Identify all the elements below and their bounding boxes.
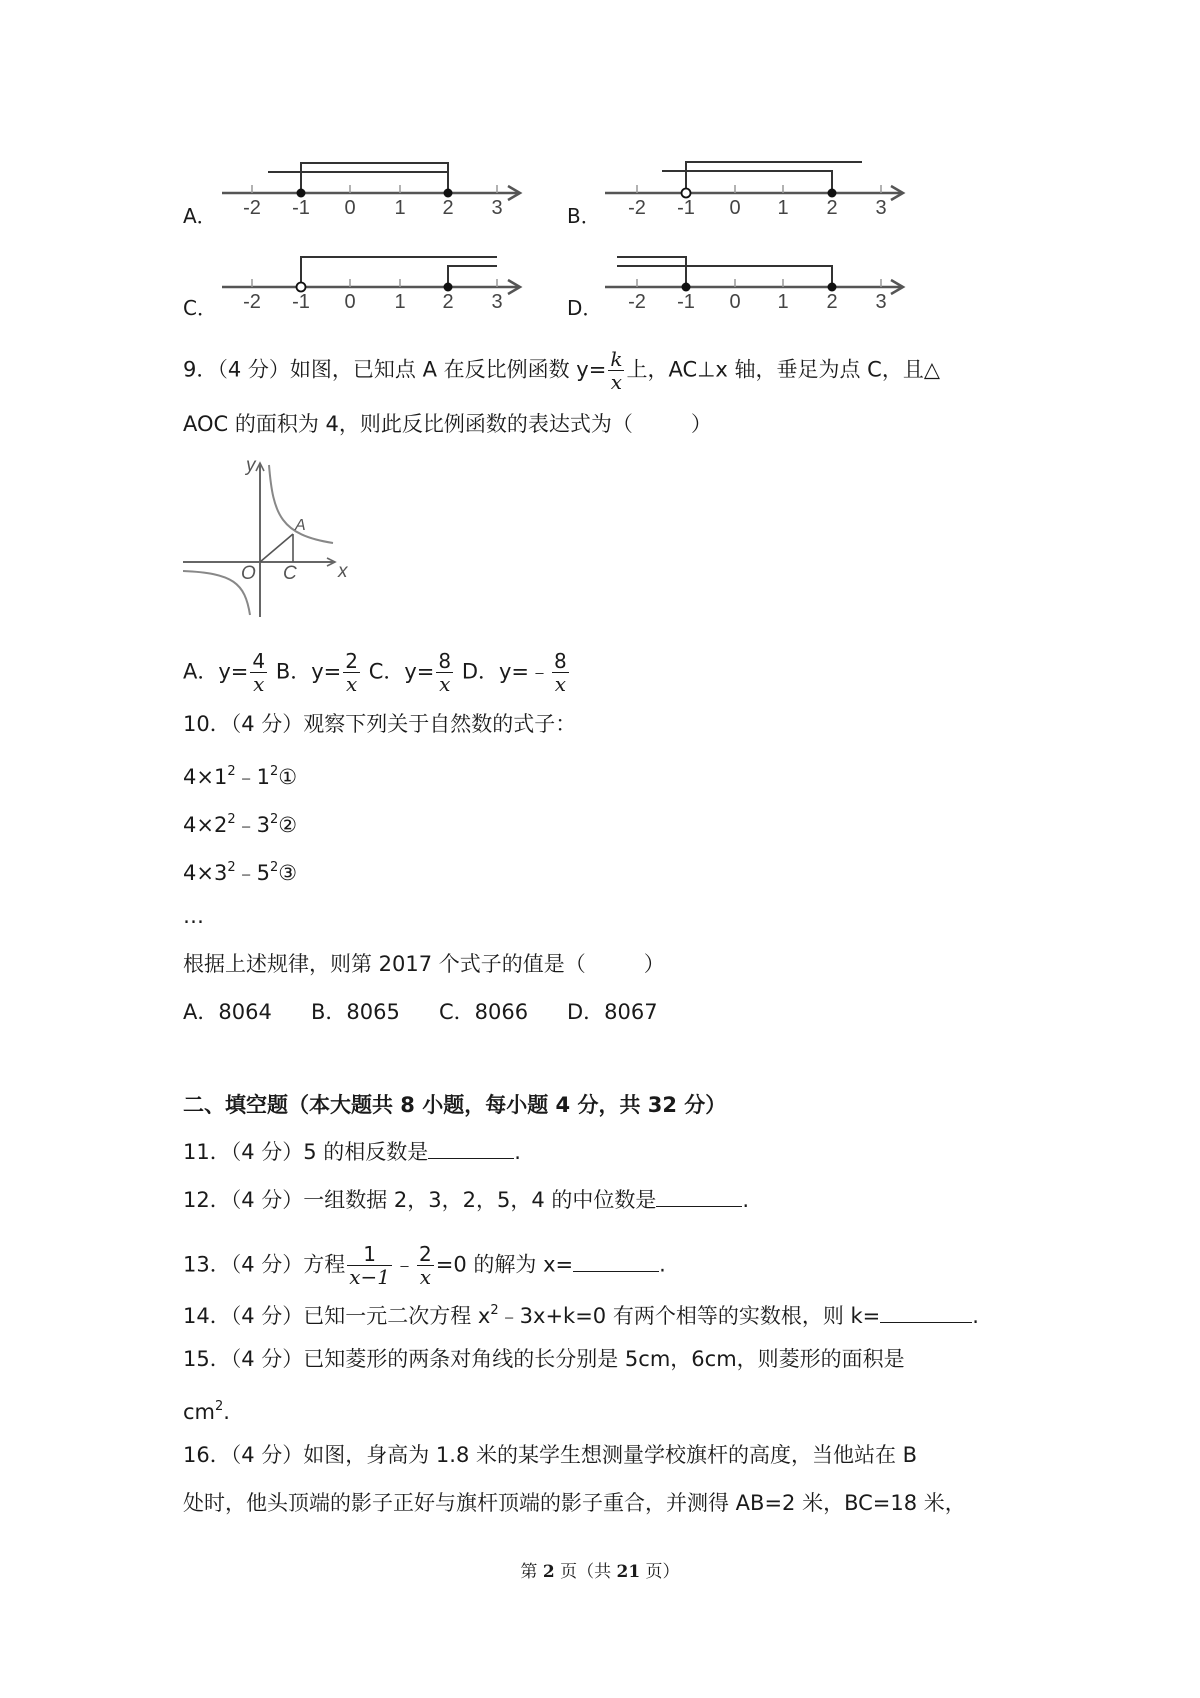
expr-sup: 2 <box>269 860 279 875</box>
q13 <box>183 1243 666 1288</box>
q9-option-b-fraction <box>343 650 360 695</box>
q9-text-b: 上，AC⊥x 轴，垂足为点 C，且△ <box>626 357 940 382</box>
frac-denominator: x <box>436 672 453 695</box>
frac-numerator: 8 <box>554 649 567 673</box>
q10-ellipsis: … <box>183 904 204 928</box>
q12-text: 12．（4 分）一组数据 2，3，2，5，4 的中位数是 <box>183 1188 657 1212</box>
q9-option-c-fraction <box>436 650 453 695</box>
q15-end: . <box>223 1400 230 1424</box>
q10-expr-2 <box>183 806 297 839</box>
q11 <box>183 1138 521 1166</box>
tick-label: -1 <box>677 291 695 313</box>
number-line-c <box>222 257 520 313</box>
tick-label: 0 <box>729 197 741 219</box>
q9-line1 <box>183 348 940 393</box>
solid-dot <box>828 189 837 198</box>
option-c-label: C． <box>183 296 217 320</box>
number-line-options <box>0 150 1200 320</box>
q12 <box>183 1186 749 1214</box>
frac-numerator: k <box>610 347 623 371</box>
q12-end: . <box>742 1188 750 1212</box>
solid-dot <box>682 283 691 292</box>
q14-end: . <box>972 1304 979 1328</box>
q9-fraction <box>608 348 624 393</box>
point-a-label: A <box>295 517 306 534</box>
footer-page-number: 2 <box>542 1562 555 1582</box>
expr-sup: 2 <box>269 764 279 779</box>
expr-sup: 2 <box>227 812 236 827</box>
tick-label: 2 <box>826 291 838 313</box>
footer-text: 页） <box>640 1562 680 1582</box>
frac-numerator: 2 <box>345 649 359 673</box>
tick-label: 0 <box>344 291 356 313</box>
footer-total-pages: 21 <box>616 1562 641 1582</box>
q14-text-a: 14．（4 分）已知一元二次方程 x <box>183 1304 491 1328</box>
q10-question <box>183 950 665 978</box>
answer-blank <box>656 1186 742 1207</box>
frac-denominator: x−1 <box>349 1265 391 1289</box>
solid-dot <box>828 283 837 292</box>
x-axis-label: x <box>338 561 348 582</box>
expr-sup: 2 <box>269 812 279 827</box>
q10-option-c: C．8066 <box>439 1000 529 1024</box>
q9-number: 9．（4 分） <box>183 357 290 382</box>
q16-line1: 16．（4 分）如图，身高为 1.8 米的某学生想测量学校旗杆的高度，当他站在 B <box>183 1443 918 1467</box>
frac-numerator: 1 <box>363 1242 377 1266</box>
origin-label: O <box>241 563 256 584</box>
q10-question-text: 根据上述规律，则第 2017 个式子的值是（ <box>183 952 586 976</box>
tick-label: 1 <box>777 197 789 219</box>
solid-dot <box>297 189 306 198</box>
tick-label: 1 <box>777 291 789 313</box>
expr-part: ﹣5 <box>235 861 270 885</box>
y-axis-label: y <box>246 455 256 476</box>
answer-blank <box>880 1302 972 1323</box>
option-d-label: D． <box>567 296 603 320</box>
tick-label: 1 <box>394 197 406 219</box>
frac-denominator: x <box>250 672 267 695</box>
tick-label: 2 <box>826 197 838 219</box>
q13-minus: ﹣ <box>394 1252 416 1277</box>
q13-rest: =0 的解为 x= <box>435 1252 574 1277</box>
q9-option-c-label: C． <box>368 659 405 684</box>
q11-text: 11．（4 分）5 的相反数是 <box>183 1140 429 1164</box>
q9-option-a-label: A． <box>183 659 219 684</box>
q9-option-a-fraction <box>250 650 267 695</box>
answer-blank <box>428 1138 514 1159</box>
q14 <box>183 1297 979 1330</box>
number-line-a <box>222 163 520 219</box>
q10-option-a: A．8064 <box>183 1000 272 1024</box>
expr-part: ﹣1 <box>235 765 270 789</box>
q9-option-d-label: D． <box>461 659 499 684</box>
answer-blank <box>573 1251 659 1272</box>
q10-option-b: B．8065 <box>311 1000 400 1024</box>
expr-part: 4×2 <box>183 813 228 837</box>
number-line-d <box>605 257 903 313</box>
q9-option-b-label: B． <box>275 659 312 684</box>
page-footer <box>0 1557 1200 1582</box>
option-b-label: B． <box>567 204 601 228</box>
q10-expr-3 <box>183 854 297 887</box>
q10-options <box>183 998 658 1026</box>
tick-label: -2 <box>628 291 646 313</box>
tick-label: 0 <box>344 197 356 219</box>
tick-label: -2 <box>243 291 261 313</box>
tick-label: 0 <box>729 291 741 313</box>
q15-line2 <box>183 1393 230 1426</box>
expr-sup: 2 <box>227 860 236 875</box>
tick-label: -1 <box>292 291 310 313</box>
expr-part: 4×3 <box>183 861 228 885</box>
q13-end: . <box>659 1252 666 1277</box>
expr-index: ① <box>278 765 298 789</box>
tick-label: 3 <box>491 197 503 219</box>
point-c-label: C <box>283 563 297 584</box>
tick-label: 1 <box>394 291 406 313</box>
q9-option-b-prefix: y= <box>311 659 342 684</box>
number-line-b <box>605 162 903 219</box>
q9-graph <box>183 455 353 617</box>
footer-text: 第 <box>520 1562 543 1582</box>
expr-part: 4×1 <box>183 765 228 789</box>
q13-text: 13．（4 分）方程 <box>183 1252 346 1277</box>
q9-option-a-prefix: y= <box>218 659 249 684</box>
q9-line2-text: AOC 的面积为 4，则此反比例函数的表达式为（ <box>183 412 633 436</box>
q9-option-c-prefix: y= <box>404 659 435 684</box>
frac-numerator: 2 <box>419 1242 432 1266</box>
q13-fraction-1 <box>347 1243 392 1288</box>
q9-options <box>183 650 571 695</box>
q14-text-b: ﹣3x+k=0 有两个相等的实数根，则 k= <box>498 1304 881 1328</box>
solid-dot <box>444 189 453 198</box>
q15-line1: 15．（4 分）已知菱形的两条对角线的长分别是 5cm，6cm，则菱形的面积是 <box>183 1347 905 1371</box>
frac-denominator: x <box>608 370 624 393</box>
section2-title: 二、填空题（本大题共 8 小题，每小题 4 分，共 32 分） <box>183 1093 727 1117</box>
q15-unit: cm <box>183 1400 216 1424</box>
tick-label: -1 <box>677 197 695 219</box>
frac-denominator: x <box>343 672 360 695</box>
hollow-dot <box>682 189 691 198</box>
expr-part: ﹣3 <box>235 813 270 837</box>
q9-option-d-fraction <box>552 650 569 695</box>
tick-label: 3 <box>875 197 887 219</box>
q13-fraction-2 <box>417 1243 434 1288</box>
tick-label: 2 <box>442 291 454 313</box>
tick-label: -2 <box>243 197 261 219</box>
frac-numerator: 8 <box>438 649 452 673</box>
tick-label: 3 <box>491 291 503 313</box>
q10-paren-close: ） <box>643 952 665 976</box>
q16-line2: 处时，他头顶端的影子正好与旗杆顶端的影子重合，并测得 AB=2 米，BC=18 米， <box>183 1491 966 1515</box>
q15-sup: 2 <box>215 1399 224 1414</box>
tick-label: -1 <box>292 197 310 219</box>
tick-label: 2 <box>442 197 454 219</box>
frac-denominator: x <box>417 1265 434 1288</box>
frac-denominator: x <box>552 672 569 695</box>
option-a-label: A． <box>183 204 217 228</box>
q10-option-d: D．8067 <box>567 1000 658 1024</box>
tick-label: 3 <box>875 291 887 313</box>
q10-line1: 10．（4 分）观察下列关于自然数的式子： <box>183 712 577 736</box>
q9-line2 <box>183 410 712 438</box>
solid-dot <box>444 283 453 292</box>
expr-index: ③ <box>278 861 298 885</box>
q9-text-a: 如图，已知点 A 在反比例函数 y= <box>289 357 607 382</box>
q9-option-d-prefix: y=﹣ <box>499 659 551 684</box>
footer-text: 页（共 <box>554 1562 617 1582</box>
q11-end: . <box>514 1140 521 1164</box>
q9-paren-close: ） <box>690 412 712 436</box>
q10-expr-1 <box>183 758 297 791</box>
expr-index: ② <box>278 813 298 837</box>
tick-label: -2 <box>628 197 646 219</box>
expr-sup: 2 <box>227 764 236 779</box>
frac-numerator: 4 <box>252 649 266 673</box>
q14-sup: 2 <box>490 1303 499 1318</box>
hollow-dot <box>297 283 306 292</box>
